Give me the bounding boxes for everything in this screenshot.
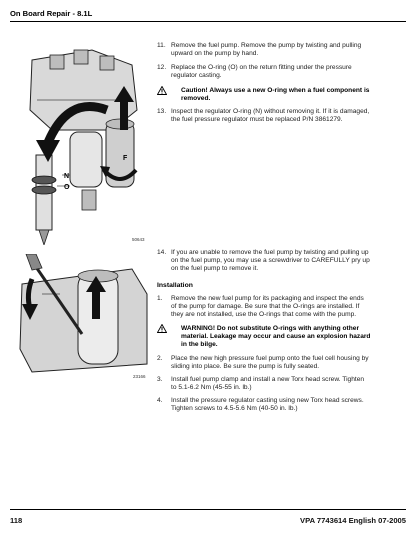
step-14 bbox=[157, 249, 371, 273]
instructions-bottom bbox=[157, 249, 371, 413]
step-text: If you are unable to remove the fuel pump by twisting and pulling up on the fuel pump, you may use a screwdriver to CAREFULLY pry up on the fuel pump to remove it. bbox=[171, 249, 370, 272]
caution-text: Caution! Always use a new O-ring when a fuel component is removed. bbox=[181, 87, 370, 102]
page-header bbox=[10, 9, 406, 23]
step-number: 11. bbox=[157, 42, 166, 49]
step-number: 1. bbox=[157, 295, 163, 302]
step-text: Place the new high pressure fuel pump onto the fuel cell housing by sliding into place. Be sure the pump is fully seated. bbox=[171, 355, 369, 370]
warning-notice bbox=[157, 325, 371, 349]
install-step-2 bbox=[157, 355, 371, 371]
footer-rule bbox=[10, 509, 406, 510]
step-number: 2. bbox=[157, 355, 163, 362]
header-rule bbox=[10, 21, 406, 22]
figure-fuel-pump-removal bbox=[12, 40, 152, 245]
label-n: N bbox=[64, 173, 70, 180]
page-footer bbox=[10, 509, 406, 529]
step-number: 12. bbox=[157, 64, 167, 71]
fuel-pump-illustration bbox=[12, 40, 152, 245]
figure-id-bottom: 23166 bbox=[133, 374, 146, 379]
step-text: Inspect the regulator O-ring (N) without removing it. If it is damaged, the fuel pressure regulator must be replaced P/N 3861279. bbox=[171, 108, 370, 123]
step-13 bbox=[157, 108, 371, 124]
step-number: 4. bbox=[157, 397, 163, 404]
caution-notice bbox=[157, 87, 371, 103]
install-step-3 bbox=[157, 376, 371, 392]
install-step-4 bbox=[157, 397, 371, 413]
step-text: Install fuel pump clamp and install a new Torx head screw. Tighten to 5.1-6.2 Nm (45-55 in. lb.) bbox=[171, 376, 365, 391]
label-f: F bbox=[123, 155, 128, 162]
step-12 bbox=[157, 64, 371, 80]
install-step-1 bbox=[157, 295, 371, 319]
step-text: Remove the fuel pump. Remove the pump by twisting and pulling upward on the pump by hand. bbox=[171, 42, 362, 57]
instructions-top bbox=[157, 42, 371, 124]
label-o: O bbox=[64, 184, 70, 191]
step-text: Remove the new fuel pump for its packaging and inspect the ends of the pump for damage. Be sure that the O-rings are installed. If they are not installed, use the O-rings that come with the pump. bbox=[171, 295, 364, 318]
figure-screwdriver-pry bbox=[12, 254, 152, 382]
step-text: Install the pressure regulator casting using new Torx head screws. Tighten screws to 4.5-5.6 Nm (40-50 in. lb.) bbox=[171, 397, 364, 412]
warning-text: WARNING! Do not substitute O-rings with anything other material. Leakage may occur and cause an explosion hazard in the bilge. bbox=[181, 325, 371, 348]
step-11 bbox=[157, 42, 371, 58]
step-number: 14. bbox=[157, 249, 167, 256]
installation-heading: Installation bbox=[157, 282, 193, 289]
document-id: VPA 7743614 English 07-2005 bbox=[300, 516, 406, 525]
step-number: 3. bbox=[157, 376, 163, 383]
step-text: Replace the O-ring (O) on the return fitting under the pressure regulator casting. bbox=[171, 64, 352, 79]
step-number: 13. bbox=[157, 108, 167, 115]
warning-triangle-icon bbox=[157, 86, 167, 95]
header-title: On Board Repair - 8.1L bbox=[10, 9, 93, 18]
screwdriver-illustration bbox=[12, 254, 152, 382]
figure-id-top: 50643 bbox=[132, 237, 145, 242]
page-number: 118 bbox=[10, 516, 23, 525]
warning-triangle-icon bbox=[157, 324, 167, 333]
